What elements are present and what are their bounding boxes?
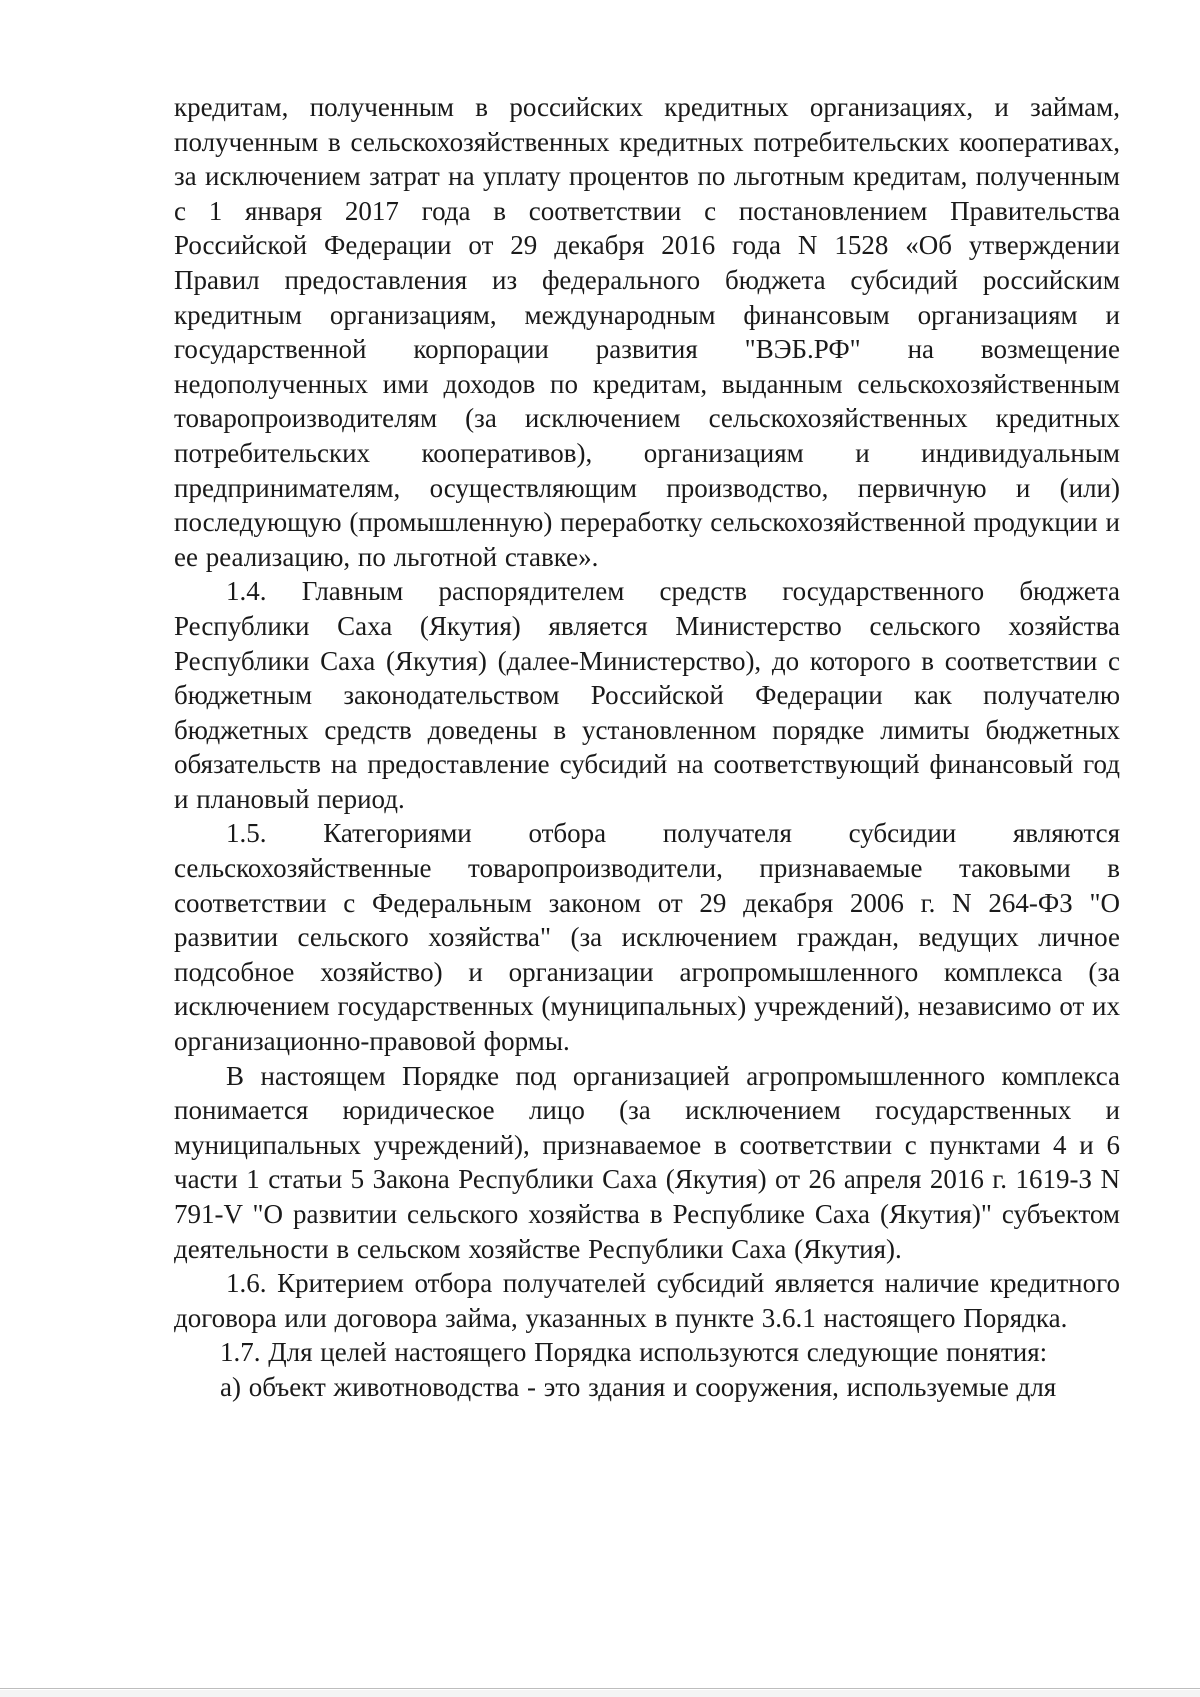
scan-edge-shade (0, 1690, 1200, 1697)
paragraph-1-6: 1.6. Критерием отбора получателей субсидий является наличие кредитного договора или договора займа, указанных в пункте 3.6.1 настоящего Порядка. (174, 1268, 1120, 1333)
paragraph-1-5: 1.5. Категориями отбора получателя субсидии являются сельскохозяйственные товаропроизводители, признаваемые таковыми в соответствии с Федеральным законом от 29 декабря 2006 г. N 264-ФЗ "О развитии сельского хозяйства" (за исключением граждан, ведущих личное подсобное хозяйство) и организации агропромышленного комплекса (за исключением государственных (муниципальных) учреждений), независимо от их организационно-правовой формы. (174, 818, 1120, 1057)
document-body (174, 90, 1120, 1405)
scan-edge-line (0, 1688, 1200, 1689)
paragraph-1-7: 1.7. Для целей настоящего Порядка используются следующие понятия: (220, 1337, 1048, 1368)
paragraph-agro-organization: В настоящем Порядке под организацией агропромышленного комплекса понимается юридическое лицо (за исключением государственных и муниципальных учреждений), признаваемое в соответствии с пунктами 4 и 6 части 1 статьи 5 Закона Республики Саха (Якутия) от 26 апреля 2016 г. 1619-З N 791-V "О развитии сельского хозяйства в Республике Саха (Якутия)" субъектом деятельности в сельском хозяйстве Республики Саха (Якутия). (174, 1060, 1120, 1264)
paragraph-credits-continuation: кредитам, полученным в российских кредитных организациях, и займам, полученным в сельскохозяйственных кредитных потребительских кооперативах, за исключением затрат на уплату процентов по льготным кредитам, полученным с 1 января 2017 года в соответствии с постановлением Правительства Российской Федерации от 29 декабря 2016 года N 1528 «Об утверждении Правил предоставления из федерального бюджета субсидий российским кредитным организациям, международным финансовым организациям и государственной корпорации развития "ВЭБ.РФ" на возмещение недополученных ими доходов по кредитам, выданным сельскохозяйственным товаропроизводителям (за исключением сельскохозяйственных кредитных потребительских кооперативов), организациям и индивидуальным предпринимателям, осуществляющим производство, первичную и (или) последующую (промышленную) переработку сельскохозяйственной продукции и ее реализацию, по льготной ставке». (174, 92, 1120, 572)
paragraph-item-a: а) объект животноводства - это здания и сооружения, используемые для (220, 1371, 1057, 1402)
paragraph-1-4: 1.4. Главным распорядителем средств государственного бюджета Республики Саха (Якутия) является Министерство сельского хозяйства Республики Саха (Якутия) (далее-Министерство), до которого в соответствии с бюджетным законодательством Российской Федерации как получателю бюджетных средств доведены в установленном порядке лимиты бюджетных обязательств на предоставление субсидий на соответствующий финансовый год и плановый период. (174, 576, 1120, 814)
